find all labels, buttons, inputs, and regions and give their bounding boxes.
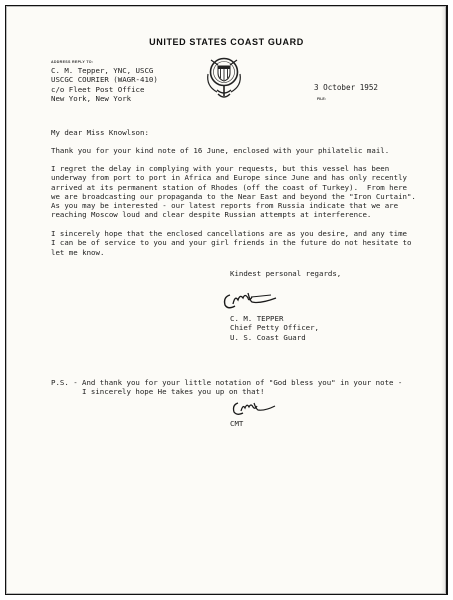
letterhead-title: UNITED STATES COAST GUARD: [149, 37, 304, 47]
body-line: we are broadcasting our propaganda to the Near East and beyond the "Iron Curtain".: [51, 191, 416, 201]
sender-address-line: c/o Fleet Post Office: [51, 84, 145, 94]
postscript-text: [82, 378, 402, 397]
closing-line: Kindest personal regards,: [230, 269, 342, 278]
postscript-line: I sincerely hope He takes you up on that!: [82, 387, 265, 397]
body-line: arrived at its permanent station of Rhodes (off the coast of Turkey). From here: [51, 182, 407, 192]
postscript-label: P.S. -: [51, 378, 78, 387]
page-edge-shadow: [441, 7, 445, 593]
handwritten-signature-icon: [221, 289, 281, 313]
body-line: I can be of service to you and your girl friends in the future do not hesitate to: [51, 238, 412, 248]
body-line: I sincerely hope that the enclosed cancellations are as you desire, and any time: [51, 229, 407, 238]
signer-name: C. M. TEPPER: [230, 314, 284, 323]
typed-initials: CMT: [230, 419, 244, 428]
postscript-line: And thank you for your little notation of "God bless you" in your note -: [82, 378, 403, 387]
coast-guard-seal-icon: [201, 52, 247, 104]
body-paragraph: [51, 229, 411, 257]
signer-rank: Chief Petty Officer,: [230, 323, 319, 333]
body-line: I regret the delay in complying with your requests, but this vessel has been: [51, 164, 390, 173]
body-paragraph: [51, 146, 389, 155]
sender-address-line: New York, New York: [51, 93, 132, 103]
body-paragraph: [51, 164, 416, 220]
body-line: underway from port to port in Africa and Europe since June and has only recently: [51, 173, 407, 183]
body-line: Thank you for your kind note of 16 June, enclosed with your philatelic mail.: [51, 146, 390, 155]
body-line: reaching Moscow loud and clear despite Russian attempts at interference.: [51, 210, 372, 220]
address-reply-label: ADDRESS REPLY TO:: [51, 60, 94, 64]
salutation: My dear Miss Knowlson:: [51, 128, 149, 137]
signature-block: [230, 314, 319, 342]
file-label: FILE:: [317, 97, 326, 101]
initials-signature-icon: [230, 398, 278, 418]
sender-address: [51, 66, 158, 103]
sender-address-line: C. M. Tepper, YNC, USCG: [51, 66, 154, 75]
body-line: let me know.: [51, 247, 105, 257]
signer-service: U. S. Coast Guard: [230, 332, 306, 342]
sender-address-line: USCGC COURIER (WAGR-410): [51, 75, 158, 85]
letter-date: 3 October 1952: [314, 83, 379, 92]
body-line: As you may be interested - our latest reports from Russia indicate that we are: [51, 201, 399, 211]
